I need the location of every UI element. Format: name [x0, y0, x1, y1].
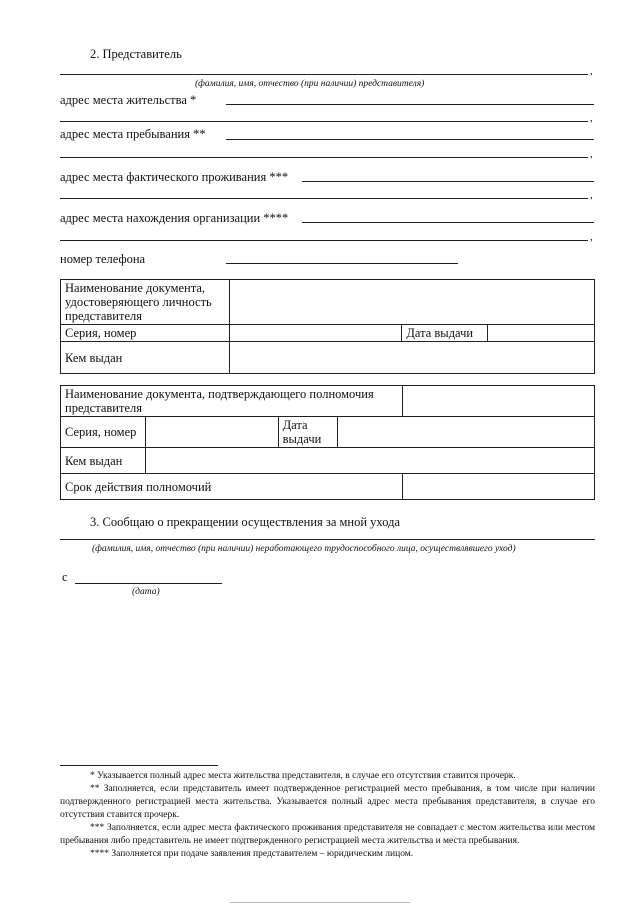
authority-doc-name-label: Наименование документа, подтверждающего полномочия представителя	[61, 386, 403, 417]
footnote-2: ** Заполняется, если представитель имеет подтвержденное регистрацией место пребывания, в том числе при наличии подтвержденного регистрацией места жительства. Указывается полный адрес места пребывания представителя, в случае его отсутствия ставится прочерк.	[60, 784, 595, 820]
phone-label: номер телефона	[60, 252, 146, 266]
scan-edge	[230, 902, 410, 903]
authority-issued-by-field[interactable]	[145, 448, 594, 474]
organization-address-field-continued[interactable]	[60, 240, 588, 241]
authority-document-table	[60, 385, 595, 500]
section-2-heading: 2. Представитель	[90, 47, 182, 61]
caregiver-fio-field[interactable]	[60, 539, 595, 540]
phone-field[interactable]	[226, 263, 458, 264]
identity-issue-date-field[interactable]	[488, 325, 595, 342]
identity-issued-by-field[interactable]	[229, 342, 594, 374]
authority-issue-date-label: Дата выдачи	[278, 417, 337, 448]
identity-document-table	[60, 279, 595, 374]
residence-address-label: адрес места жительства *	[60, 93, 197, 107]
date-caption: (дата)	[132, 587, 160, 597]
comma: ,	[590, 189, 593, 201]
identity-series-label: Серия, номер	[61, 325, 230, 342]
identity-issue-date-label: Дата выдачи	[402, 325, 488, 342]
footnote-1: * Указывается полный адрес места жительства представителя, в случае его отсутствия ставится прочерк.	[90, 771, 516, 781]
actual-address-label: адрес места фактического проживания ***	[60, 170, 289, 184]
caregiver-fio-caption: (фамилия, имя, отчество (при наличии) неработающего трудоспособного лица, осуществлявшего уход)	[92, 544, 516, 554]
footnote-4: **** Заполняется при подаче заявления представителем – юридическим лицом.	[90, 849, 414, 859]
comma: ,	[590, 231, 593, 243]
authority-series-field[interactable]	[145, 417, 278, 448]
end-date-field[interactable]	[75, 583, 222, 584]
footnotes	[60, 770, 595, 861]
actual-address-field-continued[interactable]	[60, 198, 588, 199]
representative-fio-field[interactable]	[60, 74, 588, 75]
footnote-separator	[60, 765, 218, 766]
authority-validity-field[interactable]	[403, 474, 595, 500]
stay-address-field-continued[interactable]	[60, 157, 588, 158]
actual-address-field[interactable]	[302, 181, 594, 182]
authority-doc-name-field[interactable]	[403, 386, 595, 417]
residence-address-field-continued[interactable]	[60, 121, 588, 122]
fio-caption: (фамилия, имя, отчество (при наличии) представителя)	[195, 79, 425, 89]
authority-validity-label: Срок действия полномочий	[61, 474, 403, 500]
residence-address-field[interactable]	[226, 104, 594, 105]
authority-issue-date-field[interactable]	[337, 417, 594, 448]
from-label: с	[62, 570, 68, 584]
identity-doc-name-field[interactable]	[229, 280, 594, 325]
identity-doc-name-label: Наименование документа, удостоверяющего личность представителя	[61, 280, 230, 325]
organization-address-label: адрес места нахождения организации ****	[60, 211, 289, 225]
comma: ,	[590, 65, 593, 77]
authority-series-label: Серия, номер	[61, 417, 146, 448]
authority-issued-by-label: Кем выдан	[61, 448, 146, 474]
section-3-heading: 3. Сообщаю о прекращении осуществления за мной ухода	[90, 515, 400, 529]
comma: ,	[590, 112, 593, 124]
organization-address-field[interactable]	[302, 222, 594, 223]
stay-address-label: адрес места пребывания **	[60, 127, 206, 141]
identity-issued-by-label: Кем выдан	[61, 342, 230, 374]
footnote-3: *** Заполняется, если адрес места фактического проживания представителя не совпадает с местом жительства или местом пребывания либо представитель не имеет подтвержденного регистрацией места жительства и места пребывания.	[60, 823, 595, 846]
identity-series-field[interactable]	[229, 325, 402, 342]
comma: ,	[590, 148, 593, 160]
stay-address-field[interactable]	[226, 139, 594, 140]
